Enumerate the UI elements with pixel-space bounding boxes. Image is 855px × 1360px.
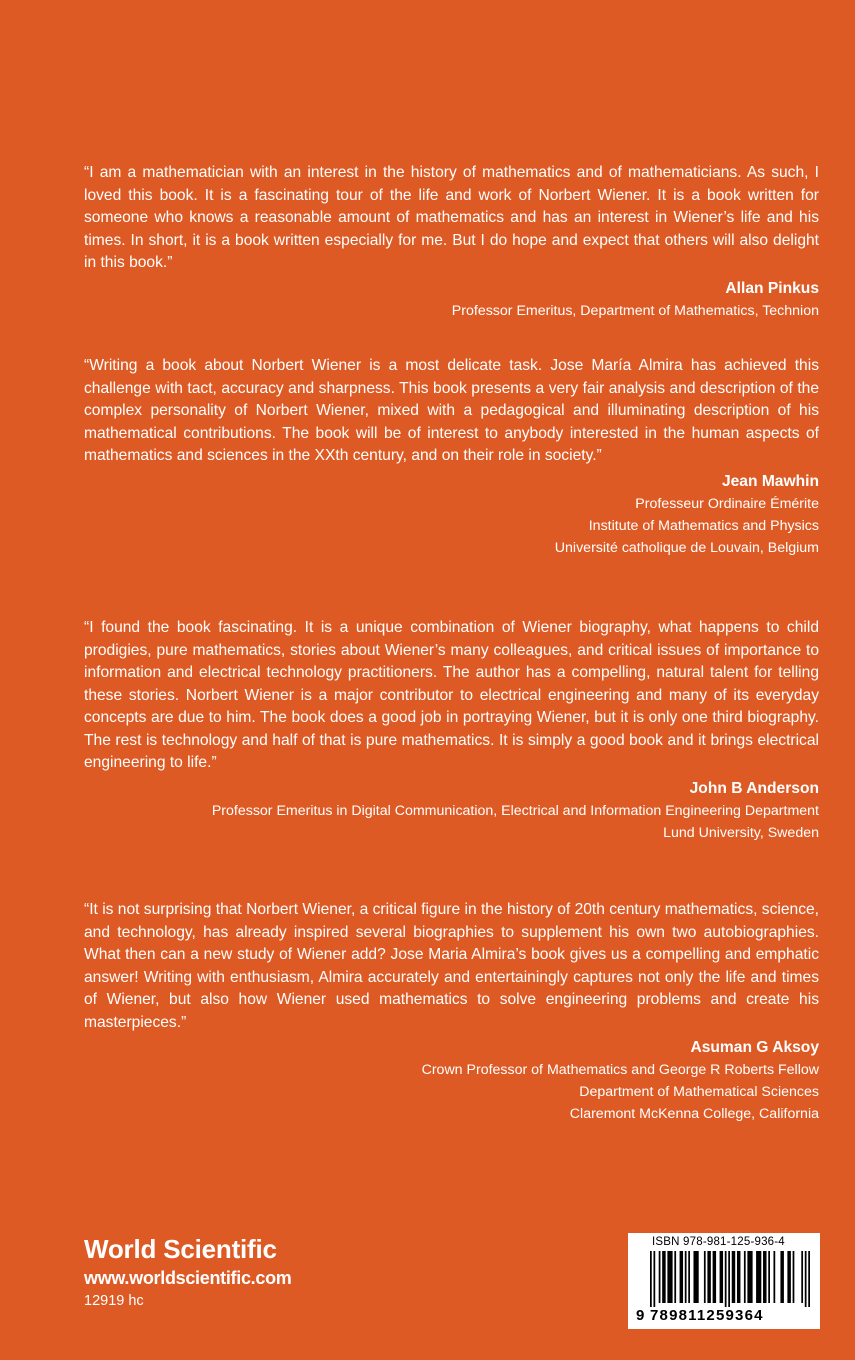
barcode-bar xyxy=(747,1251,752,1303)
barcode-bar xyxy=(728,1251,730,1307)
barcode-bar xyxy=(780,1251,783,1303)
barcode-bar xyxy=(732,1251,735,1303)
barcode-bar xyxy=(737,1251,740,1303)
review-affiliation: Professor Emeritus in Digital Communication, Electrical and Information Engineering Department xyxy=(211,802,819,819)
barcode-bar xyxy=(650,1251,652,1307)
review-affiliation: Claremont McKenna College, California xyxy=(569,1106,819,1122)
barcode-bar xyxy=(756,1251,761,1303)
publisher-block xyxy=(84,1232,484,1312)
barcode-bar xyxy=(680,1251,683,1303)
review-affiliation: Crown Professor of Mathematics and George R Roberts Fellow xyxy=(421,1062,819,1078)
barcode-bar xyxy=(688,1251,690,1303)
review-author: Asuman G Aksoy xyxy=(690,1039,819,1056)
review-blurb xyxy=(84,355,819,559)
barcode-bar xyxy=(773,1251,775,1303)
review-blurb xyxy=(84,899,819,1125)
review-affiliation: Lund University, Sweden xyxy=(663,824,819,841)
barcode-bar xyxy=(653,1251,655,1307)
barcode-bar xyxy=(725,1251,727,1307)
review-blurb xyxy=(84,617,819,844)
review-author: Jean Mawhin xyxy=(721,472,819,490)
review-blurb xyxy=(84,162,819,322)
review-quote: “I am a mathematician with an interest in the history of mathematics and of mathematicians. As such, I loved this book. It is a fascinating tour of the life and work of Norbert Wiener. It is a book written for someone who knows a reasonable amount of mathematics and has an interest in Wiener’s life and his times. In short, it is a book written especially for me. But I do hope and expect that others will also delight in this book.” xyxy=(84,164,819,271)
review-affiliation: Professeur Ordinaire Émérite xyxy=(635,495,819,512)
barcode-bar xyxy=(707,1251,710,1303)
barcode-bar xyxy=(763,1251,766,1303)
barcode-digits: 789811259364 xyxy=(650,1307,764,1324)
isbn-label: ISBN 978-981-125-936-4 xyxy=(652,1236,785,1248)
barcode-bar xyxy=(685,1251,687,1303)
barcode-bars xyxy=(650,1251,810,1307)
barcode-bar xyxy=(805,1251,807,1307)
barcode-bar xyxy=(659,1251,661,1303)
barcode-bar xyxy=(801,1251,803,1303)
review-quote: “Writing a book about Norbert Wiener is a most delicate task. Jose María Almira has achieved this challenge with tact, accuracy and sharpness. This book presents a very fair analysis and description of the complex personality of Norbert Wiener, mixed with a pedagogical and illuminating description of his mathematical contributions. The book will be of interest to anybody interested in the human aspects of mathematics and sciences in the XXth century, and on their role in society.” xyxy=(84,357,819,464)
publisher-name: World Scientific xyxy=(84,1234,277,1264)
barcode-bar xyxy=(808,1251,810,1307)
barcode-bar xyxy=(793,1251,795,1303)
barcode-bar xyxy=(787,1251,790,1303)
review-affiliation: Institute of Mathematics and Physics xyxy=(588,517,819,534)
product-code: 12919 hc xyxy=(84,1293,144,1309)
isbn-barcode xyxy=(628,1233,820,1329)
review-affiliation: Professor Emeritus, Department of Mathematics, Technion xyxy=(451,302,819,319)
barcode-bar xyxy=(662,1251,665,1303)
barcode-bar xyxy=(744,1251,746,1303)
review-quote: “I found the book fascinating. It is a unique combination of Wiener biography, what happens to child prodigies, pure mathematics, stories about Wiener’s many colleagues, and critical issues of importance to information and electrical technology practitioners. The author has a compelling, natural talent for telling these stories. Norbert Wiener is a major contributor to electrical engineering and many of its everyday concepts are due to him. The book does a good job in portraying Wiener, but it is only one third biography. The rest is technology and half of that is pure mathematics. It is simply a good book and it brings electrical engineering to life.” xyxy=(84,619,819,771)
barcode-bar xyxy=(693,1251,698,1303)
review-quote: “It is not surprising that Norbert Wiener, a critical figure in the history of 20th century mathematics, science, and technology, has already inspired several biographies to supplement his own two autobiographies. What then can a new study of Wiener add? Jose Maria Almira’s book gives us a compelling and emphatic answer! Writing with enthusiasm, Almira accurately and entertainingly captures not only the life and times of Wiener, but also how Wiener used mathematics to solve engineering problems and create his masterpieces.” xyxy=(84,901,819,1031)
review-affiliation: Université catholique de Louvain, Belgium xyxy=(554,539,819,556)
barcode-bar xyxy=(667,1251,672,1303)
barcode-lead-digit: 9 xyxy=(636,1307,645,1324)
publisher-url: www.worldscientific.com xyxy=(84,1268,292,1288)
barcode-bar xyxy=(768,1251,770,1303)
barcode-bar xyxy=(720,1251,723,1303)
review-affiliation: Department of Mathematical Sciences xyxy=(579,1084,819,1100)
barcode-bar xyxy=(704,1251,706,1303)
barcode-bar xyxy=(674,1251,676,1303)
review-author: Allan Pinkus xyxy=(725,279,819,297)
barcode-bar xyxy=(713,1251,716,1303)
review-author: John B Anderson xyxy=(689,779,819,797)
